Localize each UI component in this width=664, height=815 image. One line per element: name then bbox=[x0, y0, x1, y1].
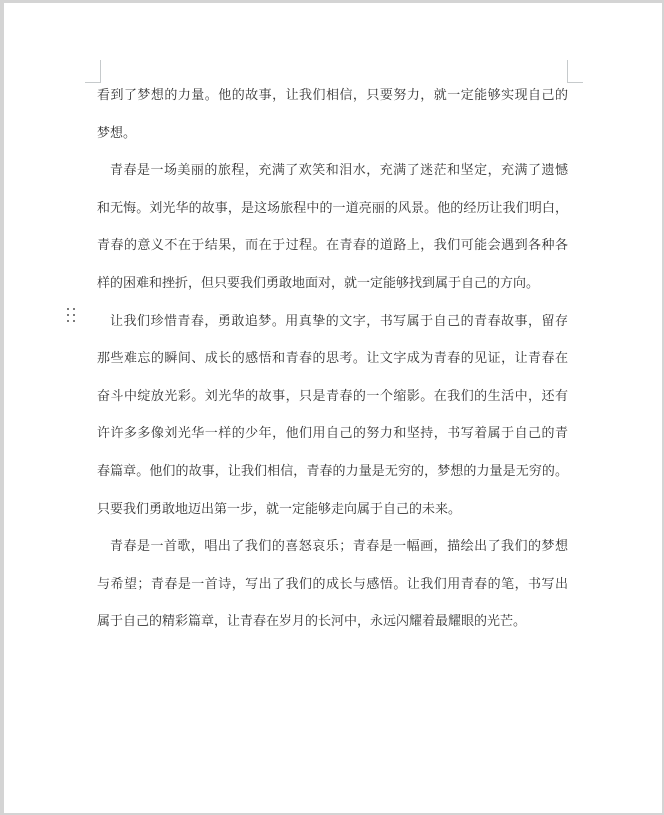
document-page[interactable] bbox=[4, 3, 662, 813]
grip-dot bbox=[73, 314, 75, 316]
text-line[interactable]: 那些难忘的瞬间、成长的感悟和青春的思考。让文字成为青春的见证，让青春在 bbox=[97, 350, 568, 366]
paragraph-drag-handle-icon[interactable] bbox=[65, 306, 77, 324]
grip-dot bbox=[73, 308, 75, 310]
text-line[interactable]: 只要我们勇敢地迈出第一步，就一定能够走向属于自己的未来。 bbox=[97, 500, 462, 516]
text-line[interactable]: 梦想。 bbox=[97, 124, 137, 140]
paragraph bbox=[97, 527, 568, 640]
document-body[interactable] bbox=[97, 76, 568, 640]
text-line[interactable]: 青春是一场美丽的旅程，充满了欢笑和泪水，充满了迷茫和坚定，充满了遗憾 bbox=[110, 162, 568, 178]
paragraph bbox=[97, 302, 568, 528]
text-line[interactable]: 春篇章。他们的故事，让我们相信，青春的力量是无穷的，梦想的力量是无穷的。 bbox=[97, 462, 568, 478]
text-line[interactable]: 青春的意义不在于结果，而在于过程。在青春的道路上，我们可能会遇到各种各 bbox=[97, 237, 568, 253]
text-line[interactable]: 与希望；青春是一首诗，写出了我们的成长与感悟。让我们用青春的笔，书写出 bbox=[97, 575, 568, 591]
text-line[interactable]: 样的困难和挫折，但只要我们勇敢地面对，就一定能够找到属于自己的方向。 bbox=[97, 274, 540, 290]
grip-dot bbox=[73, 320, 75, 322]
text-line[interactable]: 青春是一首歌，唱出了我们的喜怒哀乐；青春是一幅画，描绘出了我们的梦想 bbox=[110, 538, 568, 554]
text-line[interactable]: 看到了梦想的力量。他的故事，让我们相信，只要努力，就一定能够实现自己的 bbox=[97, 87, 568, 102]
paragraph bbox=[97, 151, 568, 301]
paragraph bbox=[97, 76, 568, 151]
text-line[interactable]: 奋斗中绽放光彩。刘光华的故事，只是青春的一个缩影。在我们的生活中，还有 bbox=[97, 387, 568, 403]
text-line[interactable]: 许许多多像刘光华一样的少年，他们用自己的努力和坚持，书写着属于自己的青 bbox=[97, 425, 568, 441]
text-line[interactable]: 让我们珍惜青春，勇敢追梦。用真挚的文字，书写属于自己的青春故事，留存 bbox=[110, 312, 568, 328]
text-line[interactable]: 属于自己的精彩篇章，让青春在岁月的长河中，永远闪耀着最耀眼的光芒。 bbox=[97, 613, 527, 629]
grip-dot bbox=[67, 308, 69, 310]
grip-dot bbox=[67, 314, 69, 316]
margin-crop-mark-top-right bbox=[567, 60, 583, 83]
grip-dot bbox=[67, 320, 69, 322]
text-line[interactable]: 和无悔。刘光华的故事，是这场旅程中的一道亮丽的风景。他的经历让我们明白， bbox=[97, 199, 568, 215]
